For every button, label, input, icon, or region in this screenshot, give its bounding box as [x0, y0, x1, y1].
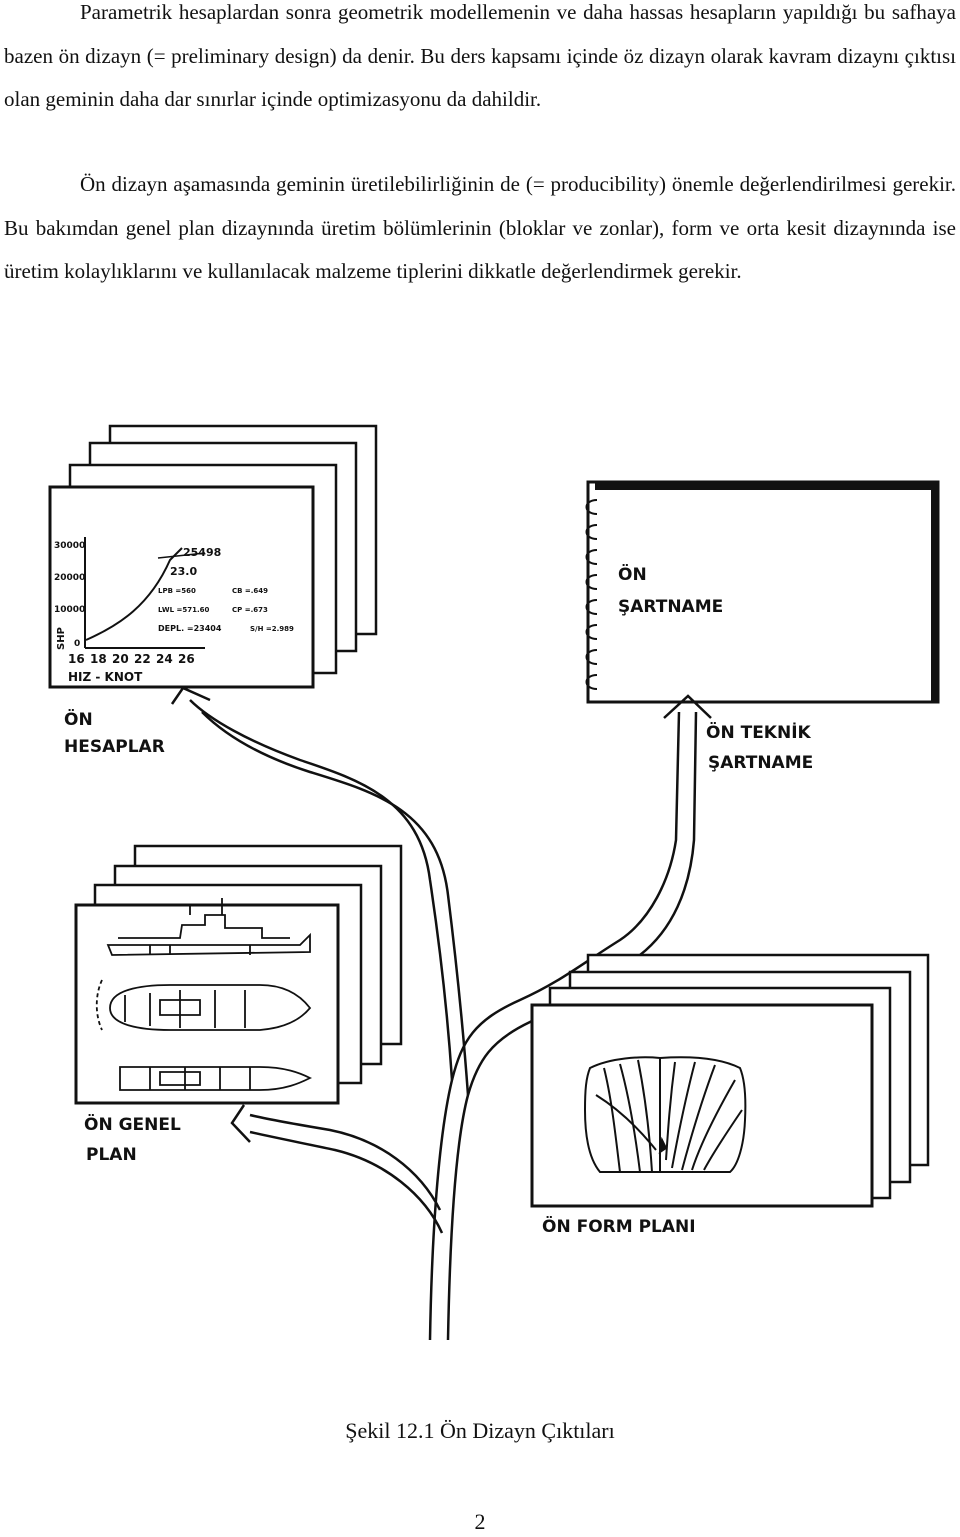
label-teknik-line1: ÖN TEKNİK [706, 723, 811, 743]
x-axis-label: HIZ - KNOT [68, 670, 143, 684]
annotation-depl: DEPL. =23404 [158, 624, 222, 633]
annotation-cb: CB =.649 [232, 587, 269, 595]
label-hesaplar-line2: HESAPLAR [64, 737, 165, 757]
x-tick-22: 22 [134, 652, 151, 666]
y-tick-0: 0 [74, 639, 81, 649]
annotation-lwl: LWL =571.60 [158, 606, 210, 614]
x-tick-24: 24 [156, 652, 173, 666]
y-tick-10000: 10000 [54, 605, 86, 615]
label-form-plan: ÖN FORM PLANI [542, 1217, 696, 1237]
y-tick-30000: 30000 [54, 541, 86, 551]
paragraph-2: Ön dizayn aşamasında geminin üretilebilirliğinin de (= producibility) önemle değerlendirilmesi gerekir. Bu bakımdan genel plan dizaynında üretim bölümlerinin (bloklar ve zonlar), form ve orta kesit dizaynında ise üretim kolaylıklarını ve kullanılacak malzeme tiplerini dikkatle değerlendirmek gerekir. [4, 172, 956, 283]
y-axis-label: SHP [56, 627, 67, 650]
label-genel-line1: ÖN GENEL [84, 1115, 181, 1135]
x-tick-18: 18 [90, 652, 107, 666]
label-hesaplar-line1: ÖN [64, 710, 93, 730]
x-tick-20: 20 [112, 652, 129, 666]
annotation-cp: CP =.673 [232, 606, 268, 614]
figure-caption: Şekil 12.1 Ön Dizayn Çıktıları [345, 1418, 615, 1443]
annotation-speed: 23.0 [170, 565, 198, 578]
form-sheet-front [532, 1005, 872, 1206]
paragraph-1: Parametrik hesaplardan sonra geometrik modellemenin ve daha hassas hesapların yapıldığı bu safhaya bazen ön dizayn (= preliminary design) da denir. Bu ders kapsamı içinde öz dizayn olarak kavram dizaynı çıktısı olan geminin daha dar sınırlar içinde optimizasyonu da dahildir. [4, 0, 956, 111]
page-number: 2 [474, 1509, 486, 1534]
preliminary-design-figure [0, 400, 960, 1360]
x-tick-16: 16 [68, 652, 85, 666]
label-teknik-line2: ŞARTNAME [708, 753, 814, 773]
label-genel-line2: PLAN [86, 1145, 137, 1165]
notebook-label-line1: ÖN [618, 565, 647, 585]
annotation-power: 25498 [183, 546, 222, 559]
y-tick-20000: 20000 [54, 573, 86, 583]
x-tick-26: 26 [178, 652, 195, 666]
spec-notebook [587, 481, 940, 703]
annotation-lpb: LPB =560 [158, 587, 196, 595]
notebook-label-line2: ŞARTNAME [618, 597, 724, 617]
annotation-sh: S/H =2.989 [250, 625, 294, 633]
